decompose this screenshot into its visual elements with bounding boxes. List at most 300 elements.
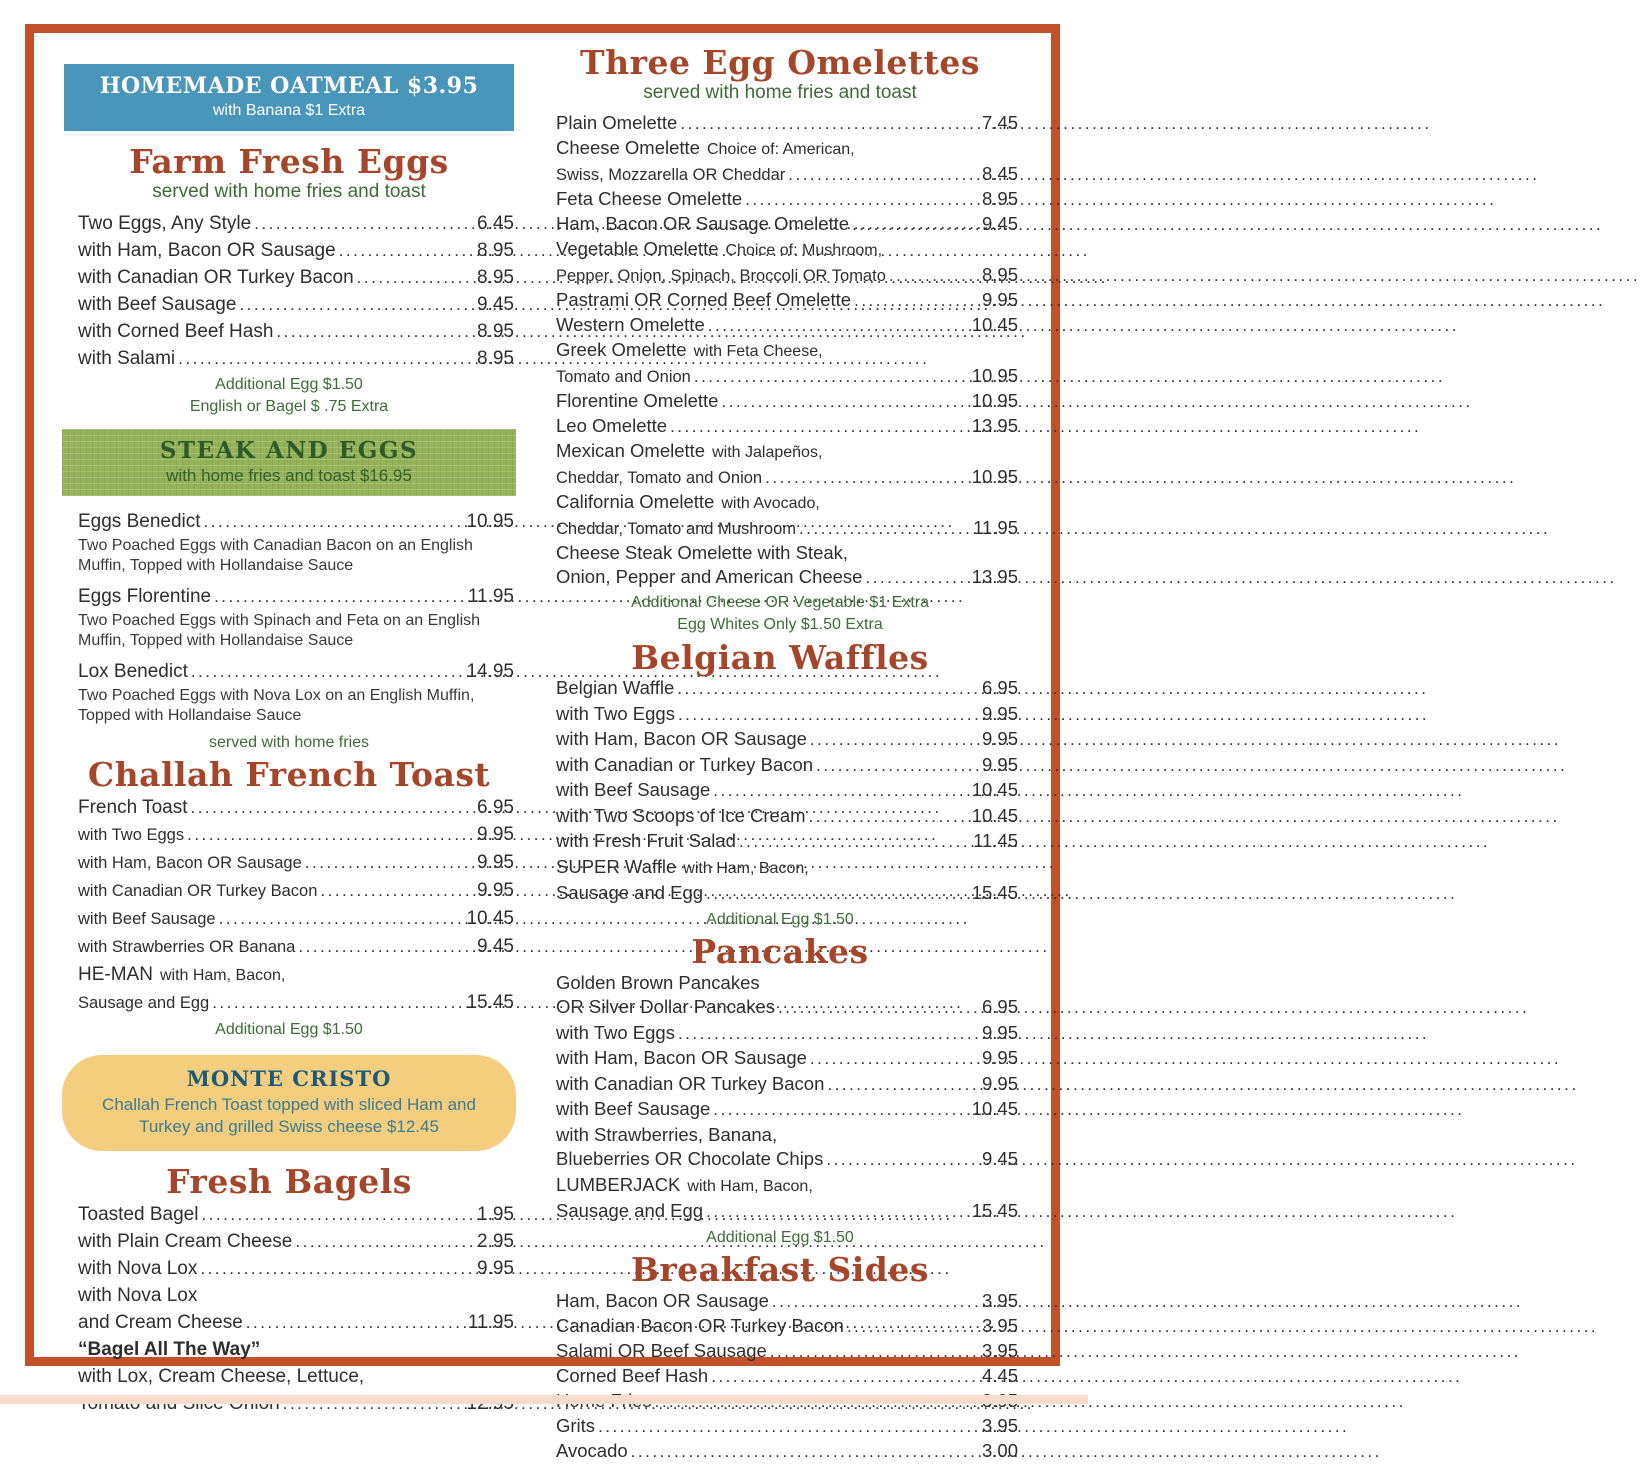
- menu-item: [78, 1255, 514, 1282]
- item-price: 11.95: [467, 585, 514, 607]
- dot-leader: [598, 1415, 979, 1439]
- item-name: Belgian Waffle: [556, 677, 675, 699]
- dot-leader: [670, 415, 969, 439]
- menu-section: [540, 1251, 1020, 1464]
- item-name: Vegetable Omelette: [556, 237, 719, 259]
- item-name: Blueberries OR Chocolate Chips: [556, 1148, 824, 1170]
- menu-item: [556, 995, 1018, 1021]
- item-name: Golden Brown Pancakes: [556, 971, 760, 993]
- section-note: Additional Egg $1.50: [215, 1020, 363, 1038]
- item-name: Lox Benedict: [78, 660, 188, 682]
- item-name: Corned Beef Hash: [556, 1364, 709, 1386]
- item-name: Grits: [556, 1414, 596, 1436]
- menu-item: [556, 541, 1018, 565]
- item-name: SUPER Waffle: [556, 855, 677, 877]
- dot-leader: [239, 291, 474, 318]
- section-subtitle: served with home fries and toast: [643, 81, 917, 103]
- menu-item: [556, 1123, 1018, 1148]
- menu-item: [556, 364, 1018, 389]
- item-description: Two Poached Eggs with Spinach and Feta on an English Muffin, Topped with Hollandaise Sauce: [78, 611, 481, 650]
- menu-item: [556, 313, 1018, 338]
- dot-leader: [254, 210, 474, 237]
- section-note: served with home fries: [208, 733, 370, 751]
- item-list: [540, 1289, 1020, 1464]
- menu-item: [78, 1282, 514, 1309]
- oatmeal-banner-subtitle: with Banana $1 Extra: [212, 102, 366, 119]
- menu-item: [556, 414, 1018, 439]
- item-name: Ham, Bacon OR Sausage: [556, 1289, 769, 1311]
- dot-leader: [339, 237, 474, 264]
- menu-item: [556, 778, 1018, 804]
- item-name: with Two Eggs: [556, 702, 675, 724]
- menu-item: [556, 187, 1018, 212]
- dot-leader: [298, 933, 474, 960]
- item-price: 8.95: [477, 320, 514, 342]
- dot-leader: [680, 112, 979, 136]
- menu-item: [78, 345, 514, 372]
- menu-item: [556, 676, 1018, 702]
- item-price: 8.45: [981, 162, 1018, 184]
- item-price: 15.45: [971, 882, 1018, 904]
- dot-leader: [852, 213, 979, 237]
- dot-leader: [200, 1255, 474, 1282]
- bottom-edge-strip: [0, 1395, 1088, 1404]
- item-name: with Two Eggs: [556, 1021, 675, 1043]
- dot-leader: [713, 779, 968, 804]
- dot-leader: [190, 794, 474, 821]
- dot-leader: [320, 877, 474, 904]
- item-name: with Nova Lox: [78, 1284, 198, 1306]
- item-price: 15.45: [466, 991, 514, 1013]
- menu-item: [556, 1439, 1018, 1464]
- menu-section: [540, 639, 1020, 930]
- menu-item: [78, 237, 514, 264]
- menu-item: [556, 971, 1018, 996]
- dot-leader: [739, 830, 970, 855]
- dot-leader: [677, 677, 979, 702]
- item-list: [540, 971, 1020, 1225]
- menu-item: [78, 1363, 514, 1390]
- item-name: with Canadian or Turkey Bacon: [556, 753, 814, 775]
- item-name: Sausage and Egg: [78, 993, 210, 1012]
- item-price: 3.95: [981, 1339, 1018, 1361]
- item-list: [540, 676, 1020, 907]
- dot-leader: [708, 314, 969, 338]
- steak-banner: [62, 429, 516, 496]
- item-name: Cheese Omelette: [556, 136, 700, 158]
- item-price: 3.95: [981, 1314, 1018, 1336]
- section-note: Additional Cheese OR Vegetable $1 Extra: [631, 593, 929, 611]
- item-price: 1.95: [477, 1203, 514, 1225]
- item-price: 6.45: [477, 212, 514, 234]
- item-list: [62, 1201, 516, 1417]
- section-title: Breakfast Sides: [631, 1250, 929, 1290]
- item-price: 9.45: [477, 293, 514, 315]
- menu-item: [556, 829, 1018, 855]
- menu-item: [556, 111, 1018, 136]
- item-name: with Canadian OR Turkey Bacon: [556, 1072, 825, 1094]
- item-price: 8.95: [477, 239, 514, 261]
- item-price: 4.45: [981, 1364, 1018, 1386]
- dot-leader: [713, 1098, 968, 1123]
- item-price: 3.00: [981, 1439, 1018, 1461]
- dot-leader: [810, 728, 979, 753]
- item-price: 9.95: [981, 288, 1018, 310]
- menu-item: [556, 1173, 1018, 1200]
- menu-item: [78, 318, 514, 345]
- dot-leader: [276, 318, 474, 345]
- item-price: 9.95: [477, 1257, 514, 1279]
- menu-item: [556, 465, 1018, 490]
- menu-item: [78, 1336, 514, 1363]
- item-name: Greek Omelette: [556, 338, 687, 360]
- item-price: 13.95: [971, 565, 1018, 587]
- menu-item: [78, 794, 514, 821]
- menu-item: [78, 877, 514, 905]
- dot-leader: [770, 1340, 979, 1364]
- item-name: OR Silver Dollar Pancakes: [556, 996, 775, 1018]
- menu-item: [556, 1046, 1018, 1072]
- item-name: Eggs Florentine: [78, 585, 212, 607]
- menu-item: [556, 439, 1018, 465]
- dot-leader: [357, 264, 474, 291]
- item-price: 9.95: [477, 851, 514, 873]
- menu-item: [556, 1097, 1018, 1123]
- item-price: 2.95: [477, 1230, 514, 1252]
- dot-leader: [694, 365, 969, 389]
- dot-leader: [219, 905, 464, 932]
- item-price: 9.95: [477, 823, 514, 845]
- item-name: with Beef Sausage: [78, 909, 216, 928]
- menu-item: [78, 989, 514, 1017]
- menu-item: [78, 264, 514, 291]
- item-price: 9.95: [981, 702, 1018, 724]
- item-price: 6.95: [981, 996, 1018, 1018]
- item-price: 11.45: [973, 830, 1018, 852]
- item-qualifier: Choice of: American,: [706, 140, 855, 158]
- item-price: 8.95: [981, 187, 1018, 209]
- item-name: Cheese Steak Omelette with Steak,: [556, 541, 849, 563]
- item-name: Toasted Bagel: [78, 1203, 199, 1225]
- item-name: Salami OR Beef Sausage: [556, 1339, 767, 1361]
- dot-leader: [631, 1440, 979, 1464]
- item-name: with Fresh Fruit Salad: [556, 830, 736, 852]
- menu-section: [62, 756, 516, 1039]
- item-price: 13.95: [971, 414, 1018, 436]
- menu-item: [556, 338, 1018, 364]
- monte-banner-title: MONTE CRISTO: [186, 1066, 392, 1092]
- item-price: 9.45: [981, 212, 1018, 234]
- menu-item: [556, 516, 1018, 541]
- item-name: with Strawberries, Banana,: [556, 1123, 778, 1145]
- dot-leader: [772, 1290, 979, 1314]
- item-price: 15.45: [971, 1200, 1018, 1222]
- dot-leader: [191, 658, 464, 685]
- item-description: Two Poached Eggs with Nova Lox on an English Muffin, Topped with Hollandaise Sauce: [78, 686, 475, 725]
- menu-item: [556, 162, 1018, 187]
- menu-item: [556, 855, 1018, 882]
- left-column: [62, 34, 516, 1468]
- item-price: 10.45: [971, 779, 1018, 801]
- dot-leader: [201, 1201, 474, 1228]
- item-name: with Ham, Bacon OR Sausage: [78, 239, 336, 261]
- section-note: Egg Whites Only $1.50 Extra: [677, 616, 883, 634]
- item-name: with Canadian OR Turkey Bacon: [78, 881, 318, 900]
- menu-section: [62, 143, 516, 417]
- section-note: Additional Egg $1.50: [215, 375, 363, 393]
- dot-leader: [178, 345, 474, 372]
- menu-item: [78, 1309, 514, 1336]
- dot-leader: [706, 882, 969, 907]
- item-qualifier: with Ham, Bacon,: [159, 966, 286, 984]
- dot-leader: [204, 508, 464, 535]
- menu-item: [78, 933, 514, 961]
- menu-section: [540, 933, 1020, 1247]
- menu-item: [556, 881, 1018, 907]
- menu-item: [78, 849, 514, 877]
- item-name: Two Eggs, Any Style: [78, 212, 252, 234]
- menu-item: [78, 961, 514, 989]
- item-name: Plain Omelette: [556, 111, 678, 133]
- item-price: 10.95: [971, 389, 1018, 411]
- item-name: with Ham, Bacon OR Sausage: [556, 1047, 807, 1069]
- menu-item: [78, 821, 514, 849]
- menu-item: [556, 237, 1018, 263]
- item-name: Ham, Bacon OR Sausage Omelette: [556, 212, 850, 234]
- menu-item: [78, 508, 514, 535]
- dot-leader: [809, 805, 969, 830]
- item-name: with Nova Lox: [78, 1257, 198, 1279]
- menu-item: [556, 727, 1018, 753]
- item-qualifier: with Avocado,: [721, 494, 820, 512]
- dot-leader: [827, 1073, 979, 1098]
- item-name: with Lox, Cream Cheese, Lettuce,: [78, 1365, 365, 1387]
- dot-leader: [826, 1148, 979, 1173]
- menu-section: [62, 508, 516, 753]
- dot-leader: [678, 1022, 979, 1047]
- item-price: 10.95: [971, 364, 1018, 386]
- section-title: Belgian Waffles: [631, 637, 929, 677]
- dot-leader: [847, 1315, 979, 1339]
- dot-leader: [678, 703, 979, 728]
- item-price: 11.95: [973, 516, 1018, 538]
- menu-item: [556, 702, 1018, 728]
- item-price: 10.45: [971, 1098, 1018, 1120]
- item-list: [62, 794, 516, 1017]
- item-name: French Toast: [78, 796, 188, 818]
- menu-item: [556, 288, 1018, 313]
- item-price: 11.95: [467, 1311, 514, 1333]
- dot-leader: [765, 466, 969, 490]
- item-price: 9.45: [477, 935, 514, 957]
- item-name: Western Omelette: [556, 313, 705, 335]
- dot-leader: [865, 566, 968, 590]
- item-price: 9.95: [477, 879, 514, 901]
- menu-section: [540, 44, 1020, 635]
- menu-item: [78, 905, 514, 933]
- dot-leader: [745, 188, 979, 212]
- menu-item: [556, 490, 1018, 516]
- menu-item: [556, 1199, 1018, 1225]
- item-price: 10.95: [466, 510, 514, 532]
- item-name: with Ham, Bacon OR Sausage: [78, 853, 302, 872]
- item-name: with Canadian OR Turkey Bacon: [78, 266, 354, 288]
- item-price: 10.45: [466, 907, 514, 929]
- menu-item: [556, 1147, 1018, 1173]
- menu-item: [556, 804, 1018, 830]
- item-name: HE-MAN: [78, 963, 153, 985]
- item-name: Florentine Omelette: [556, 389, 719, 411]
- section-title: Challah French Toast: [87, 755, 491, 795]
- menu-content: [62, 34, 1020, 1468]
- dot-leader: [711, 1365, 979, 1389]
- item-price: 8.95: [477, 266, 514, 288]
- item-list: [62, 508, 516, 727]
- menu-item: [556, 1364, 1018, 1389]
- dot-leader: [778, 996, 979, 1021]
- dot-leader: [788, 163, 979, 187]
- item-name: with Beef Sausage: [78, 293, 237, 315]
- item-name: with Beef Sausage: [556, 1098, 711, 1120]
- item-name: with Ham, Bacon OR Sausage: [556, 728, 807, 750]
- monte-banner: [62, 1055, 516, 1151]
- dot-leader: [889, 264, 979, 288]
- menu-item: [78, 1228, 514, 1255]
- item-price: 8.95: [981, 263, 1018, 285]
- item-price: 9.95: [981, 1072, 1018, 1094]
- menu-item: [556, 565, 1018, 590]
- item-price: 10.45: [971, 313, 1018, 335]
- item-name: Tomato and Onion: [556, 367, 691, 386]
- dot-leader: [706, 1200, 969, 1225]
- right-column: [540, 34, 1020, 1468]
- item-name: Cheddar, Tomato and Mushroom: [556, 519, 796, 538]
- item-price: 9.95: [981, 728, 1018, 750]
- item-name: with Beef Sausage: [556, 779, 711, 801]
- steak-banner-title: STEAK AND EGGS: [159, 436, 419, 464]
- section-title: Fresh Bagels: [166, 1162, 412, 1202]
- item-name: and Cream Cheese: [78, 1311, 243, 1333]
- menu-item: [78, 583, 514, 610]
- dot-leader: [799, 517, 970, 541]
- item-price: 9.95: [981, 1021, 1018, 1043]
- menu-item: [78, 291, 514, 318]
- menu-item: [556, 263, 1018, 288]
- item-price: 9.95: [981, 753, 1018, 775]
- dot-leader: [212, 989, 463, 1016]
- item-name: Pastrami OR Corned Beef Omelette: [556, 288, 852, 310]
- menu-item: [556, 136, 1018, 162]
- dot-leader: [721, 390, 968, 414]
- item-price: 10.45: [971, 804, 1018, 826]
- item-name: with Corned Beef Hash: [78, 320, 274, 342]
- item-name: Eggs Benedict: [78, 510, 201, 532]
- item-qualifier: with Jalapeños,: [712, 443, 823, 461]
- item-name: Mexican Omelette: [556, 439, 706, 461]
- dot-leader: [816, 754, 979, 779]
- item-name: Onion, Pepper and American Cheese: [556, 565, 863, 587]
- dot-leader: [305, 849, 474, 876]
- item-price: 14.95: [466, 660, 514, 682]
- item-name: “Bagel All The Way”: [78, 1338, 261, 1360]
- item-price: 9.95: [981, 1047, 1018, 1069]
- item-qualifier: with Feta Cheese,: [693, 342, 823, 360]
- monte-banner-subtitle: Challah French Toast topped with sliced Ham and Turkey and grilled Swiss cheese $12.45: [102, 1095, 476, 1137]
- item-qualifier: with Ham, Bacon,: [687, 1177, 813, 1195]
- section-note: Additional Egg $1.50: [706, 1228, 854, 1246]
- item-name: Pepper, Onion, Spinach, Broccoli OR Tomato: [556, 266, 886, 285]
- dot-leader: [854, 289, 979, 313]
- section-title: Three Egg Omelettes: [580, 43, 980, 82]
- item-name: with Two Scoops of Ice Cream: [556, 804, 806, 826]
- menu-item: [556, 212, 1018, 237]
- item-name: with Salami: [78, 347, 176, 369]
- item-name: with Plain Cream Cheese: [78, 1230, 293, 1252]
- section-title: Farm Fresh Eggs: [129, 142, 449, 181]
- item-price: 3.95: [981, 1289, 1018, 1311]
- item-price: 7.45: [981, 111, 1018, 133]
- item-qualifier: with Ham, Bacon,: [683, 859, 809, 877]
- menu-item: [78, 1201, 514, 1228]
- section-note: Additional Egg $1.50: [706, 910, 854, 928]
- menu-item: [556, 1072, 1018, 1098]
- menu-item: [556, 1289, 1018, 1314]
- item-name: Avocado: [556, 1439, 628, 1461]
- section-note: English or Bagel $ .75 Extra: [189, 398, 389, 416]
- item-name: Sausage and Egg: [556, 882, 704, 904]
- item-list: [540, 111, 1020, 590]
- item-name: LUMBERJACK: [556, 1173, 681, 1195]
- dot-leader: [187, 821, 474, 848]
- item-price: 6.95: [981, 677, 1018, 699]
- oatmeal-banner-title: HOMEMADE OATMEAL $3.95: [99, 73, 479, 99]
- dot-leader: [246, 1309, 465, 1336]
- item-price: 8.95: [477, 347, 514, 369]
- item-qualifier: Choice of: Mushroom,: [725, 241, 883, 259]
- item-name: Leo Omelette: [556, 414, 668, 436]
- item-name: Cheddar, Tomato and Onion: [556, 468, 763, 487]
- menu-item: [556, 1314, 1018, 1339]
- menu-item: [78, 658, 514, 685]
- steak-banner-subtitle: with home fries and toast $16.95: [166, 465, 412, 485]
- dot-leader: [214, 583, 465, 610]
- menu-item: [78, 210, 514, 237]
- item-price: 10.95: [971, 465, 1018, 487]
- dot-leader: [810, 1047, 979, 1072]
- oatmeal-banner: [64, 64, 514, 131]
- menu-item: [556, 1339, 1018, 1364]
- item-name: with Strawberries OR Banana: [78, 937, 296, 956]
- menu-item: [556, 389, 1018, 414]
- item-description: Two Poached Eggs with Canadian Bacon on an English Muffin, Topped with Hollandaise Sauce: [78, 536, 473, 575]
- section-subtitle: served with home fries and toast: [152, 180, 426, 202]
- menu-section: [62, 1163, 516, 1417]
- dot-leader: [295, 1228, 474, 1255]
- menu-item: [556, 753, 1018, 779]
- item-name: with Two Eggs: [78, 825, 185, 844]
- menu-item: [556, 1414, 1018, 1439]
- item-name: Canadian Bacon OR Turkey Bacon: [556, 1314, 844, 1336]
- menu-item: [556, 1021, 1018, 1047]
- item-price: 9.45: [981, 1148, 1018, 1170]
- item-price: 3.95: [981, 1414, 1018, 1436]
- item-list: [62, 210, 516, 372]
- item-name: Feta Cheese Omelette: [556, 187, 743, 209]
- item-name: Sausage and Egg: [556, 1200, 704, 1222]
- section-title: Pancakes: [691, 932, 869, 972]
- item-price: 6.95: [477, 796, 514, 818]
- item-name: Swiss, Mozzarella OR Cheddar: [556, 165, 786, 184]
